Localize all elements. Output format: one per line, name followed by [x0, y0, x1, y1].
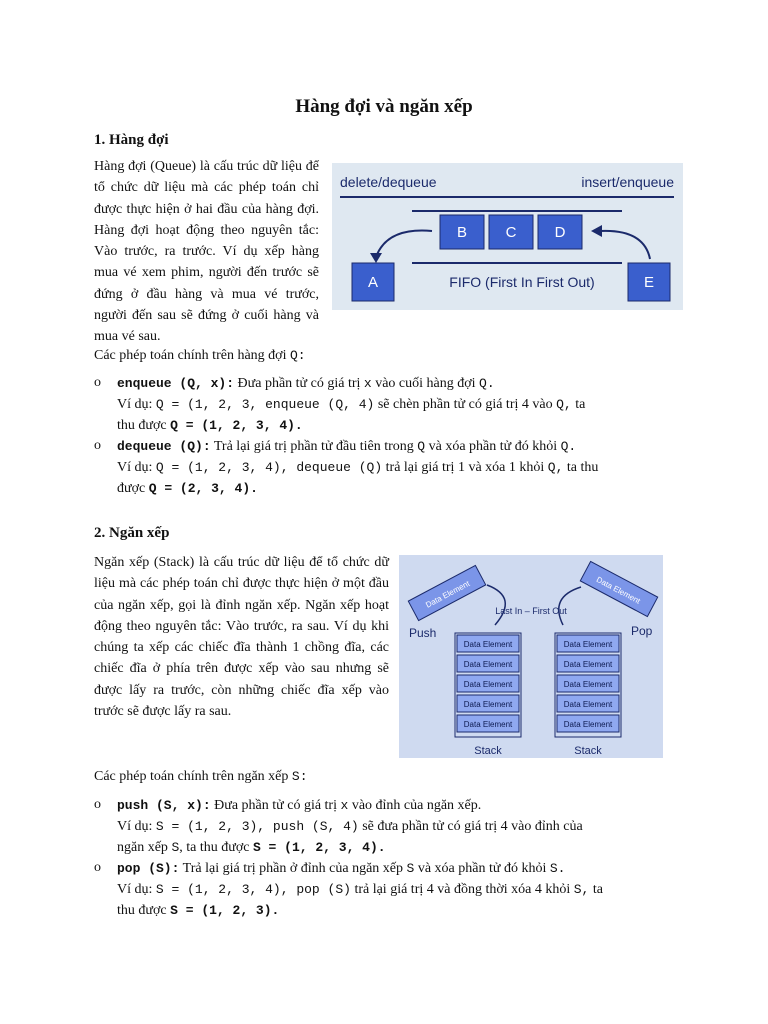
stack-left-label: Stack [474, 745, 502, 757]
dequeue-result: được Q = (2, 3, 4). [117, 481, 258, 496]
push-example: Ví dụ: S = (1, 2, 3), push (S, 4) sẽ đưa phần tử có giá trị 4 vào đỉnh của [117, 819, 583, 834]
stack-right-element-label: Data Element [563, 680, 613, 689]
enqueue-desc: enqueue (Q, x): Đưa phần tử có giá trị x vào cuối hàng đợi Q. [117, 376, 495, 391]
stack-left-element-label: Data Element [463, 680, 513, 689]
stack-right-element-label: Data Element [563, 700, 613, 709]
svg-text:Data Element: Data Element [424, 578, 472, 610]
stack-left-element-label: Data Element [463, 660, 513, 669]
enqueue-result: thu được Q = (1, 2, 3, 4). [117, 418, 303, 433]
push-desc: push (S, x): Đưa phần tử có giá trị x vào đỉnh của ngăn xếp. [117, 798, 482, 813]
bullet-push: o [94, 797, 101, 812]
stack-left-element-label: Data Element [463, 640, 513, 649]
queue-item-e: E [643, 274, 655, 291]
stack-left-element-label: Data Element [463, 720, 513, 729]
lifo-label: Last In – First Out [495, 606, 567, 616]
push-label: Push [409, 626, 437, 640]
queue-item-c: C [505, 224, 517, 241]
queue-diagram [332, 163, 683, 310]
queue-fifo-caption: FIFO (First In First Out) [449, 274, 595, 290]
stack-right-label: Stack [574, 745, 602, 757]
stack-right-element-label: Data Element [563, 720, 613, 729]
bullet-pop: o [94, 860, 101, 875]
stack-right [555, 633, 621, 737]
queue-item-b: B [456, 224, 468, 241]
bullet-dequeue: o [94, 438, 101, 453]
queue-enqueue-label: insert/enqueue [581, 174, 674, 190]
enqueue-example: Ví dụ: Q = (1, 2, 3, enqueue (Q, 4) sẽ chèn phần tử có giá trị 4 vào Q, ta [117, 397, 586, 412]
dequeue-example: Ví dụ: Q = (1, 2, 3, 4), dequeue (Q) trả lại giá trị 1 và xóa 1 khỏi Q, ta thu [117, 460, 599, 475]
stack-intro: Ngăn xếp (Stack) là cấu trúc dữ liệu để tổ chức dữ liệu mà các phép toán chỉ được thực hiện ở một đầu của ngăn xếp, gọi là đỉnh ngăn xếp. Ngăn xếp hoạt động theo nguyên tắc: Vào trước, ra sau. Ví dụ khi chúng ta xếp các chiếc đĩa thành 1 chồng đĩa, các chiếc đĩa ở phía trên được xếp vào sau nhưng sẽ được lấy ra trước, còn những chiếc đĩa xếp vào trước sẽ được lấy ra sau. [94, 555, 389, 720]
stack-left [455, 633, 521, 737]
queue-dequeue-label: delete/dequeue [340, 174, 437, 190]
pop-example: Ví dụ: S = (1, 2, 3, 4), pop (S) trả lại giá trị 4 và đồng thời xóa 4 khỏi S, ta [117, 882, 603, 897]
pop-desc: pop (S): Trả lại giá trị phần ở đỉnh của ngăn xếp S và xóa phần tử đó khỏi S. [117, 861, 566, 876]
queue-ops-intro: Các phép toán chính trên hàng đợi Q: [94, 348, 306, 363]
stack-left-element-label: Data Element [463, 700, 513, 709]
queue-intro: Hàng đợi (Queue) là cấu trúc dữ liệu để tổ chức dữ liệu mà các phép toán chỉ được thực hiện ở hai đầu của hàng đợi. Hàng đợi hoạt động theo nguyên tắc: Vào trước, ra trước. Ví dụ xếp hàng mua vé xem phim, người đến trước sẽ đứng ở đầu hàng và mua vé trước, người đến sau sẽ đứng ở cuối hàng và mua vé sau. [94, 159, 319, 345]
queue-heading: 1. Hàng đợi [94, 132, 169, 148]
stack-heading: 2. Ngăn xếp [94, 525, 170, 541]
dequeue-desc: dequeue (Q): Trả lại giá trị phần tử đầu tiên trong Q và xóa phần tử đó khỏi Q. [117, 439, 577, 454]
queue-item-d: D [554, 224, 566, 241]
stack-ops-intro: Các phép toán chính trên ngăn xếp S: [94, 769, 308, 784]
pop-label: Pop [631, 624, 653, 638]
page-title: Hàng đợi và ngăn xếp [295, 96, 473, 117]
queue-item-a: A [367, 274, 379, 291]
bullet-enqueue: o [94, 375, 101, 390]
stack-right-element-label: Data Element [563, 660, 613, 669]
push-result: ngăn xếp S, ta thu được S = (1, 2, 3, 4). [117, 840, 386, 855]
stack-right-element-label: Data Element [563, 640, 613, 649]
svg-text:Data Element: Data Element [594, 574, 642, 606]
stack-diagram [399, 555, 663, 758]
pop-result: thu được S = (1, 2, 3). [117, 903, 280, 918]
